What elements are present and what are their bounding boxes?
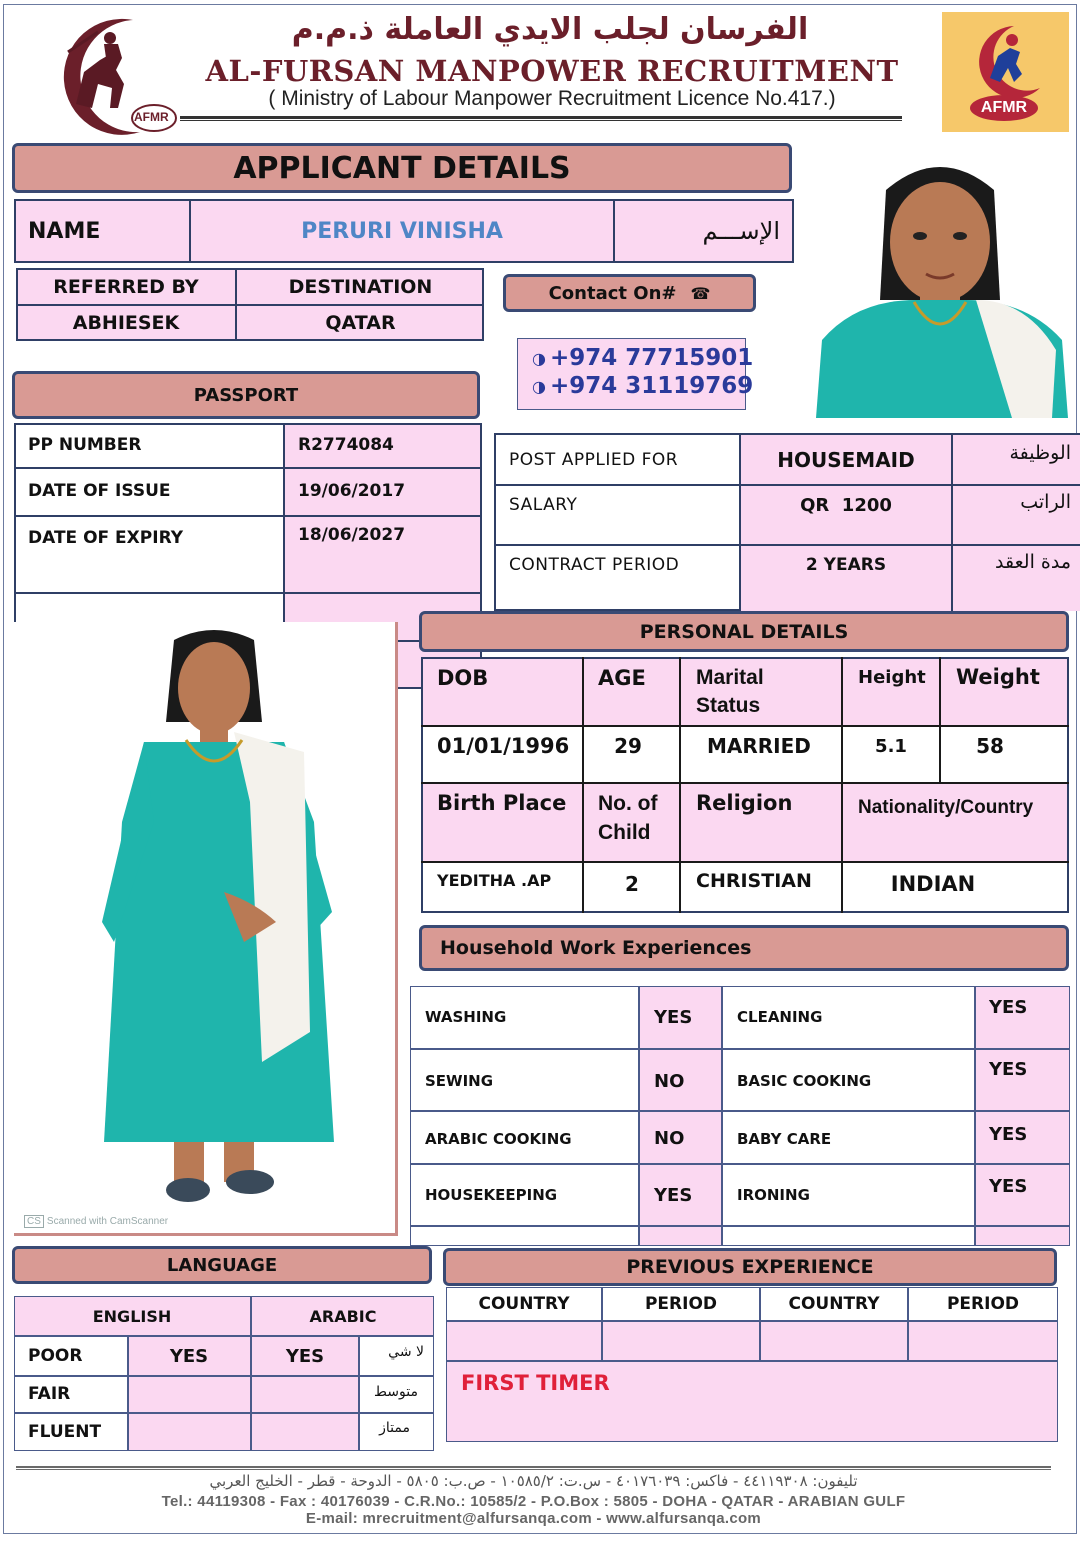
skill-cleaning-value: YES <box>989 996 1028 1018</box>
household-divider-h3 <box>410 1163 1070 1165</box>
language-arabic-level-poor: لا شي <box>388 1344 424 1360</box>
post-applied-value: HOUSEMAID <box>777 447 915 472</box>
language-english-poor: YES <box>169 1345 209 1367</box>
language-header: LANGUAGE <box>12 1246 432 1284</box>
destination-label: DESTINATION <box>288 275 433 298</box>
language-english-fair <box>128 1376 250 1412</box>
skill-housekeeping-value: YES <box>654 1184 693 1206</box>
skill-ironing: IRONING <box>737 1186 810 1204</box>
birth-place-value: YEDITHA .AP <box>437 870 552 890</box>
previous-col-period-1: PERIOD <box>644 1294 718 1314</box>
first-timer-note: FIRST TIMER <box>461 1371 610 1395</box>
footer-arabic-line: تليفون: ٤٤١١٩٣٠٨ - فاكس: ٤٠١٧٦٠٣٩ - س.ت: ١٠٥٨٥/٢ - ص.ب: ٥٨٠٥ - الدوحة - قطر - الخليج العربي <box>209 1472 858 1490</box>
skill-washing: WASHING <box>425 1008 507 1026</box>
company-arabic-name: الفرسان لجلب الايدي العاملة ذ.م.م <box>291 12 809 47</box>
applicant-details-header: APPLICANT DETAILS <box>12 143 792 193</box>
whatsapp-icon: ◑ <box>532 348 546 368</box>
contact-header <box>503 274 756 312</box>
household-divider-v2 <box>721 986 723 1246</box>
name-arabic-label: الإســـم <box>702 217 780 245</box>
skill-ironing-value: YES <box>989 1175 1028 1197</box>
post-applied-arabic: الوظيفة <box>1009 441 1071 464</box>
destination-value: QATAR <box>325 312 396 334</box>
skill-basic-cooking: BASIC COOKING <box>737 1072 872 1090</box>
phone-icon: ☎ <box>690 283 711 303</box>
language-arabic-level-fair: متوسط <box>374 1384 418 1400</box>
skill-sewing: SEWING <box>425 1072 494 1090</box>
salary-value: QR 1200 <box>800 494 892 516</box>
afmr-logo-left <box>28 12 178 137</box>
marital-status-label: Marital Status <box>696 666 764 717</box>
nationality-value: INDIAN <box>890 872 976 896</box>
household-divider-h4 <box>410 1225 1070 1227</box>
dob-label: DOB <box>437 666 489 690</box>
phone-1-number: +974 77715901 <box>549 345 754 371</box>
previous-col-country-2: COUNTRY <box>788 1294 880 1314</box>
passport-divider-h3 <box>14 592 482 594</box>
phone-1 <box>532 343 753 373</box>
applicant-headshot <box>816 150 1068 418</box>
salary-label: SALARY <box>509 495 578 515</box>
phone-2-number: +974 31119769 <box>549 373 754 399</box>
contract-period-arabic: مدة العقد <box>995 551 1071 573</box>
skill-housekeeping: HOUSEKEEPING <box>425 1186 558 1204</box>
contract-period-label: CONTRACT PERIOD <box>509 555 680 575</box>
nationality-label: Nationality/Country <box>858 797 1034 818</box>
header-divider <box>180 116 902 121</box>
personal-details-header: PERSONAL DETAILS <box>419 611 1069 652</box>
language-arabic-fluent <box>252 1413 358 1450</box>
language-arabic-label: ARABIC <box>309 1306 377 1326</box>
previous-experience-header: PREVIOUS EXPERIENCE <box>443 1248 1057 1286</box>
skill-washing-value: YES <box>654 1006 693 1028</box>
referred-by-value: ABHIESEK <box>72 312 180 334</box>
skill-arabic-cooking-value: NO <box>654 1127 685 1149</box>
dob-value: 01/01/1996 <box>437 734 570 758</box>
language-english-fluent <box>128 1413 250 1450</box>
household-divider-v1 <box>638 986 640 1246</box>
language-arabic-level-fluent: ممتاز <box>379 1420 410 1436</box>
passport-divider-h2 <box>14 515 482 517</box>
previous-col-period-2: PERIOD <box>946 1294 1020 1314</box>
phone-2 <box>532 371 753 401</box>
company-name: AL-FURSAN MANPOWER RECRUITMENT <box>205 54 899 88</box>
date-of-expiry-label: DATE OF EXPIRY <box>28 528 184 548</box>
post-applied-label: POST APPLIED FOR <box>509 449 679 470</box>
footer-divider <box>16 1466 1051 1470</box>
previous-divider-h2 <box>446 1360 1058 1362</box>
logo-badge-text: AFMR <box>134 110 169 124</box>
referred-by-label: REFERRED BY <box>53 275 199 298</box>
language-level-poor: POOR <box>28 1346 83 1366</box>
date-of-expiry-value: 18/06/2027 <box>298 525 406 545</box>
contact-label: Contact On# <box>548 282 677 304</box>
pp-number-value: R2774084 <box>298 435 394 455</box>
footer-email-line: E-mail: mrecruitment@alfursanqa.com - www.alfursanqa.com <box>305 1510 762 1527</box>
skill-baby-care: BABY CARE <box>737 1130 832 1148</box>
skill-cleaning: CLEANING <box>737 1008 823 1026</box>
camscanner-text: Scanned with CamScanner <box>46 1216 169 1227</box>
household-divider-h1 <box>410 1048 1070 1050</box>
footer-contact-line: Tel.: 44119308 - Fax : 40176039 - C.R.No.: 10585/2 - P.O.Box : 5805 - DOHA - QATAR - ARABIAN GULF <box>161 1493 906 1510</box>
age-value: 29 <box>614 734 642 758</box>
height-label: Height <box>858 666 926 688</box>
household-header <box>419 925 1069 971</box>
skill-baby-care-value: YES <box>989 1123 1028 1145</box>
camscanner-watermark <box>24 1216 168 1227</box>
language-arabic-poor: YES <box>285 1345 325 1367</box>
household-divider-h2 <box>410 1110 1070 1112</box>
household-divider-v3 <box>974 986 976 1246</box>
language-arabic-fair <box>252 1376 358 1412</box>
religion-value: CHRISTIAN <box>696 870 812 892</box>
personal-divider-h2 <box>421 782 1069 784</box>
logo-badge-text-right: AFMR <box>980 99 1028 116</box>
afmr-logo-right <box>942 12 1069 132</box>
date-of-issue-value: 19/06/2017 <box>298 481 406 501</box>
applicant-full-photo <box>14 622 398 1236</box>
language-level-fluent: FLUENT <box>28 1421 102 1442</box>
skill-arabic-cooking: ARABIC COOKING <box>425 1130 572 1148</box>
children-label: No. of Child <box>598 792 658 844</box>
date-of-issue-label: DATE OF ISSUE <box>28 481 171 501</box>
weight-value: 58 <box>976 734 1004 758</box>
camscanner-icon: CS <box>24 1215 44 1228</box>
name-value: PERURI VINISHA <box>301 218 503 244</box>
whatsapp-icon: ◑ <box>532 376 546 396</box>
marital-status-value: MARRIED <box>707 734 811 758</box>
religion-label: Religion <box>696 791 793 815</box>
language-level-fair: FAIR <box>28 1384 71 1404</box>
name-label: NAME <box>28 218 101 244</box>
skill-sewing-value: NO <box>654 1070 685 1092</box>
previous-divider-h1 <box>446 1320 1058 1322</box>
language-english-label: ENGLISH <box>92 1306 172 1326</box>
salary-arabic: الراتب <box>1020 491 1071 513</box>
pp-number-label: PP NUMBER <box>28 435 142 455</box>
licence-line: ( Ministry of Labour Manpower Recruitment Licence No.417.) <box>268 87 836 110</box>
household-title: Household Work Experiences <box>440 937 752 959</box>
weight-label: Weight <box>956 665 1040 689</box>
skill-basic-cooking-value: YES <box>989 1058 1028 1080</box>
birth-place-label: Birth Place <box>437 791 567 815</box>
contract-period-value: 2 YEARS <box>805 555 887 575</box>
household-col-val2 <box>975 987 1069 1245</box>
height-value: 5.1 <box>875 735 907 757</box>
passport-header: PASSPORT <box>12 371 480 419</box>
age-label: AGE <box>598 666 646 690</box>
previous-col-country-1: COUNTRY <box>478 1294 570 1314</box>
children-value: 2 <box>625 872 639 896</box>
